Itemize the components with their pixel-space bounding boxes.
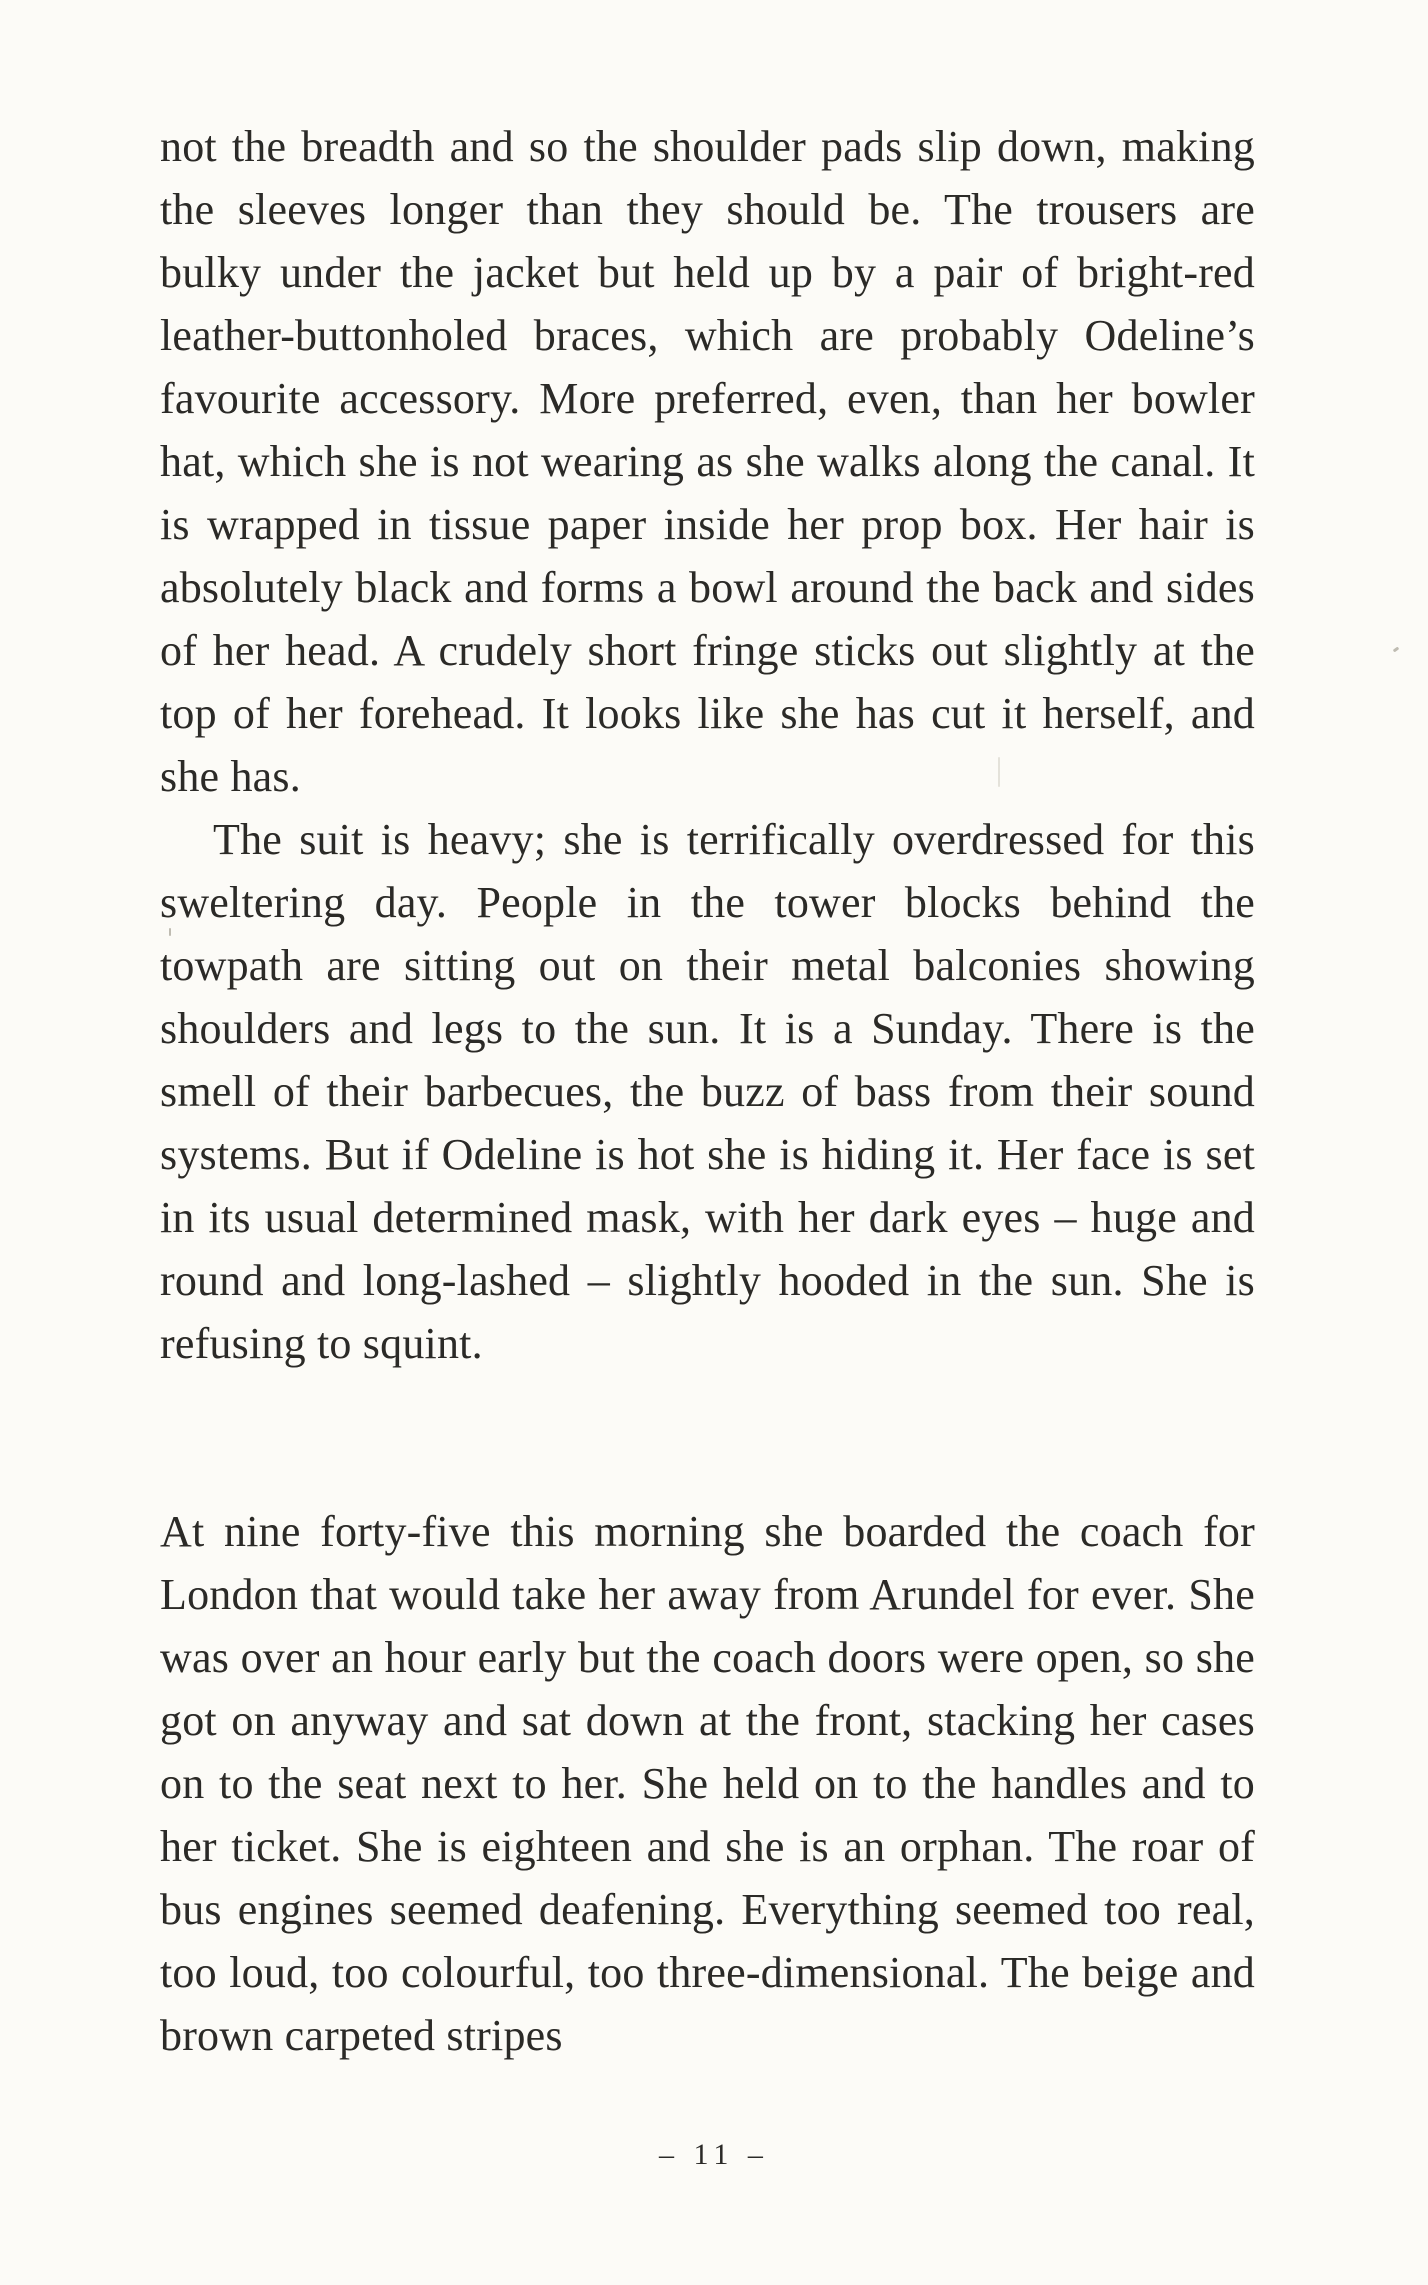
- page-number: – 11 –: [659, 2138, 769, 2171]
- scan-speck: [998, 757, 1000, 787]
- scan-speck: [1393, 647, 1400, 653]
- paragraph: At nine forty-five this morning she boarded the coach for London that would take her away from Arundel for ever. She was over an hour early but the coach doors were open, so she got on anyway and sat down at the front, stacking her cases on to the seat next to her. She held on to the handles and to her ticket. She is eighteen and she is an orphan. The roar of bus engines seemed deafening. Everything seemed too real, too loud, too colourful, too three-dimensional. The beige and brown carpeted stripes: [160, 1507, 1255, 2060]
- section-2: [160, 1500, 1255, 2067]
- paragraph: not the breadth and so the shoulder pads slip down, making the sleeves longer than they should be. The trousers are bulky under the jacket but held up by a pair of bright-red leather-buttonholed braces, which are probably Odeline’s favourite accessory. More preferred, even, than her bowler hat, which she is not wearing as she walks along the canal. It is wrapped in tissue paper inside her prop box. Her hair is absolutely black and forms a bowl around the back and sides of her head. A crudely short fringe sticks out slightly at the top of her forehead. It looks like she has cut it herself, and she has.: [160, 122, 1255, 801]
- paragraph: The suit is heavy; she is terrifically overdressed for this sweltering day. People in the tower blocks behind the towpath are sitting out on their metal balconies showing shoulders and legs to the sun. It is a Sunday. There is the smell of their barbecues, the buzz of bass from their sound systems. But if Odeline is hot she is hiding it. Her face is set in its usual determined mask, with her dark eyes – huge and round and long-lashed – slightly hooded in the sun. She is refusing to squint.: [160, 815, 1255, 1368]
- scan-speck: [169, 928, 171, 936]
- section-1: [160, 115, 1255, 1375]
